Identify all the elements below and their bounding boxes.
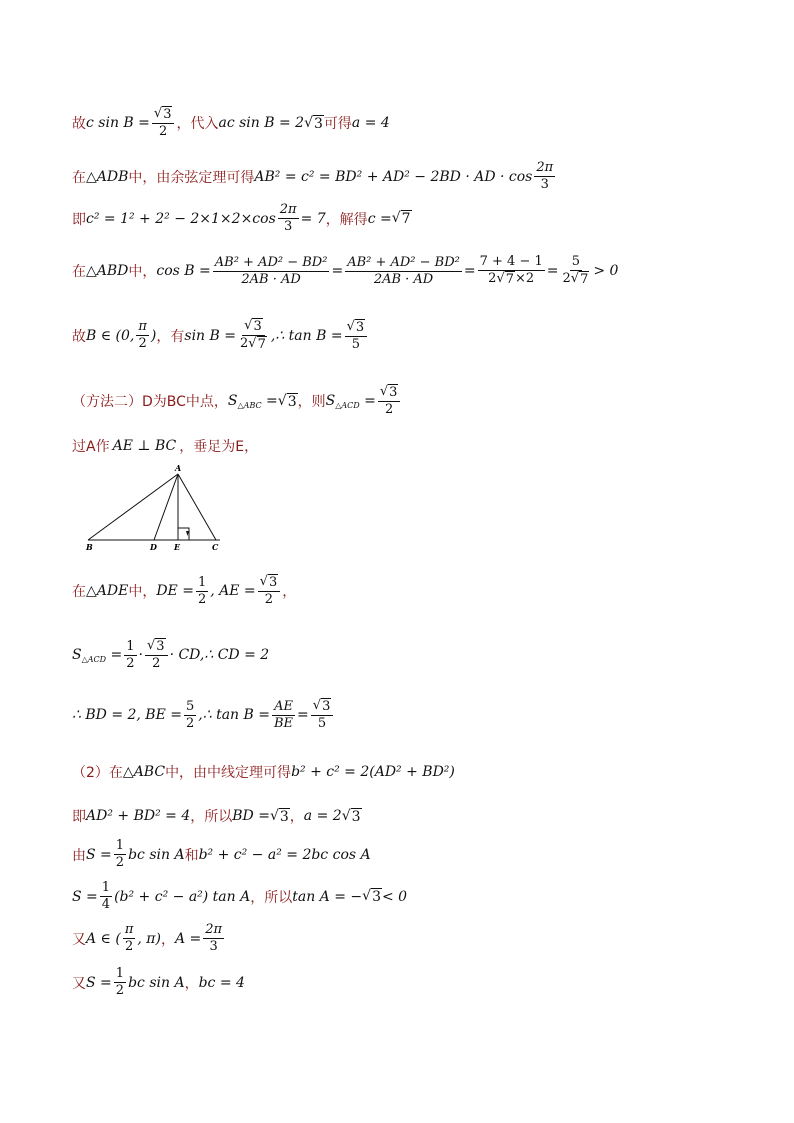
- text: ，: [289, 809, 304, 825]
- text: ，: [160, 931, 175, 948]
- text: 过A作: [72, 439, 110, 455]
- fraction: [278, 202, 299, 236]
- fraction: [152, 106, 175, 141]
- math: tan A = −: [292, 888, 363, 905]
- text: 即: [72, 809, 86, 825]
- fraction: [100, 880, 112, 914]
- text: ，解得: [325, 211, 368, 228]
- math: =: [297, 707, 309, 724]
- math: a = 2: [303, 808, 342, 824]
- line-15: [72, 922, 226, 956]
- radicand: 7: [257, 337, 266, 353]
- eq: =: [359, 392, 376, 409]
- radicand: 7: [401, 211, 411, 228]
- numerator: AE: [272, 699, 295, 716]
- line-6: [72, 384, 402, 419]
- math: S =: [86, 846, 112, 863]
- text: 中，由中线定理可得: [165, 765, 292, 781]
- line-10: [72, 698, 335, 733]
- radical: √: [346, 318, 355, 334]
- denominator: 2: [126, 655, 135, 671]
- fraction: [196, 575, 208, 609]
- denominator: 3: [540, 177, 549, 193]
- segment-ad: [154, 474, 178, 540]
- radical: √: [341, 807, 351, 824]
- text: 在: [72, 264, 86, 281]
- text: 在: [72, 169, 86, 186]
- sqrt: [278, 393, 298, 410]
- denominator: 2: [115, 855, 125, 871]
- math: bc sin A: [128, 974, 185, 991]
- math: AD² + BD² = 4: [86, 808, 191, 824]
- label-b: B: [86, 542, 93, 552]
- radicand: 7: [505, 272, 515, 288]
- math: ∴ tan B =: [275, 327, 343, 344]
- math: b² + c² = 2(AD² + BD²): [291, 764, 455, 780]
- fraction: [345, 319, 368, 354]
- radicand: 3: [253, 319, 262, 334]
- math: (b² + c² − a²) tan A: [114, 888, 251, 905]
- segment-ab: [88, 474, 178, 540]
- text: 又: [72, 931, 86, 948]
- denominator: 5: [317, 716, 327, 732]
- math: c sin B =: [86, 115, 150, 132]
- numerator: 5: [184, 699, 196, 716]
- numerator: 1: [114, 838, 126, 855]
- coef: 2: [562, 271, 571, 287]
- radicand: 3: [322, 699, 331, 714]
- coef: 2: [525, 271, 535, 287]
- denominator: 2: [264, 592, 274, 608]
- line-13: [72, 838, 371, 872]
- fraction: [145, 638, 168, 673]
- radical: √: [244, 318, 253, 333]
- triangle-figure: [84, 462, 224, 554]
- symbol: S: [325, 392, 336, 409]
- fraction: [560, 254, 591, 289]
- numerator: 1: [196, 575, 208, 592]
- denominator: 4: [101, 897, 111, 913]
- line-1: [72, 106, 390, 141]
- numerator: 7 + 4 − 1: [478, 254, 545, 271]
- radicand: 3: [355, 319, 365, 335]
- label-a: A: [175, 463, 182, 473]
- radical: √: [248, 336, 257, 352]
- text: （方法二）D为BC中点，: [72, 394, 228, 411]
- text: 和: [184, 847, 199, 864]
- text: 在: [72, 584, 86, 601]
- denominator: BE: [274, 715, 294, 731]
- symbol: S: [227, 392, 238, 409]
- text: ，垂足为E，: [179, 439, 259, 455]
- math: , π): [137, 930, 161, 947]
- fraction: [124, 639, 136, 673]
- math: > 0: [593, 263, 619, 280]
- math: , AE =: [210, 583, 256, 600]
- math: c² = 1² + 2² − 2×1×2×cos: [86, 210, 276, 227]
- fraction: [378, 384, 401, 419]
- text: ，有: [156, 328, 185, 345]
- math: A ∈ (: [86, 930, 121, 947]
- denominator: 2: [159, 124, 168, 140]
- math: sin B =: [184, 327, 236, 344]
- text: 中，: [128, 264, 157, 281]
- math: △ADE: [86, 583, 129, 600]
- sqrt: [270, 808, 290, 825]
- fraction: [213, 255, 330, 289]
- text: ，所以: [190, 809, 233, 825]
- line-9: $S_{\triangle ACD}$ = $\frac{1}{2}$ · √ 3 2 · CD,∴ CD = 2: [72, 638, 270, 672]
- fraction: [272, 699, 295, 733]
- math: S =: [86, 974, 112, 991]
- fraction: [114, 838, 126, 872]
- math: ac sin B = 2: [218, 115, 305, 132]
- radicand: 3: [389, 385, 398, 400]
- label-e: E: [174, 542, 181, 552]
- line-2: [72, 160, 557, 194]
- fraction: [203, 922, 224, 956]
- math: =: [331, 263, 344, 280]
- text: 中，: [128, 584, 157, 601]
- label-d: D: [150, 542, 157, 552]
- text: ，: [282, 584, 297, 601]
- line-3: [72, 202, 412, 236]
- math: ,∴ tan B =: [198, 707, 270, 724]
- line-5: 故 B ∈ (0, $\frac{\pi}{2}$ ) ，有 sin B = √ 3 2 √ 7 , ∴ tan B = √ 3 5: [72, 318, 369, 354]
- line-4: [72, 254, 618, 289]
- denominator: 3: [209, 939, 218, 955]
- math: ∴ BD = 2, BE =: [72, 707, 182, 724]
- denominator: 2AB · AD: [373, 271, 434, 287]
- math: bc = 4: [198, 974, 245, 991]
- radical: √: [146, 638, 156, 653]
- denominator: [238, 336, 269, 353]
- text: 即: [72, 211, 86, 228]
- fraction: [534, 160, 555, 194]
- line-12: [72, 806, 362, 826]
- denominator: 2: [124, 939, 134, 955]
- math: △ABC: [122, 764, 166, 780]
- subscript: △ACD: [335, 400, 360, 410]
- fraction: [123, 922, 136, 956]
- eq: =: [261, 392, 278, 409]
- radical: √: [312, 698, 322, 713]
- radical: √: [304, 114, 313, 131]
- subscript: △ABC: [237, 400, 262, 410]
- text: 中，由余弦定理可得: [128, 169, 255, 186]
- math: b² + c² − a² = 2bc cos A: [198, 846, 371, 863]
- radical: √: [496, 271, 505, 287]
- sqrt: [362, 888, 382, 905]
- math: a = 4: [351, 115, 390, 132]
- numerator: 5: [570, 254, 582, 271]
- line-8: [72, 574, 296, 609]
- math: △ADB: [86, 168, 129, 185]
- numerator: 2π: [278, 202, 299, 219]
- text: 由: [72, 847, 86, 864]
- symbol: S: [72, 646, 82, 663]
- radicand: 3: [287, 393, 297, 410]
- math: A =: [174, 930, 202, 947]
- radicand: 3: [163, 107, 172, 122]
- numerator: 1: [100, 880, 112, 897]
- radicand: 3: [268, 575, 278, 590]
- radical: √: [362, 888, 372, 905]
- text: ，: [184, 975, 199, 992]
- denominator: 2: [385, 402, 394, 418]
- math: [72, 647, 122, 664]
- text: 又: [72, 975, 86, 992]
- text: 可得: [323, 116, 352, 133]
- segment-ac: [178, 474, 216, 540]
- denominator: [560, 271, 591, 288]
- radical: √: [379, 384, 389, 399]
- fraction: [345, 255, 462, 289]
- math: AE ⊥ BC: [112, 438, 177, 454]
- sqrt: [304, 115, 324, 132]
- numerator: AB² + AD² − BD²: [345, 255, 462, 272]
- text: （2）在: [72, 765, 123, 781]
- math: bc sin A: [128, 846, 185, 863]
- math: AB² = c² = BD² + AD² − 2BD · AD · cos: [254, 168, 533, 185]
- radicand: 3: [372, 889, 381, 906]
- subscript: △ACD: [81, 654, 107, 664]
- text: ，所以: [250, 889, 293, 906]
- math: S =: [72, 888, 98, 905]
- math: cos B =: [156, 263, 211, 280]
- math: [326, 393, 376, 410]
- radicand: 7: [580, 272, 589, 288]
- radical: √: [391, 210, 401, 227]
- fraction: [258, 574, 281, 609]
- denominator: 2: [197, 591, 207, 607]
- radical: √: [153, 106, 163, 121]
- radical: √: [259, 574, 268, 589]
- coef: 2: [240, 336, 249, 352]
- line-14: [72, 880, 407, 914]
- numerator: π: [136, 319, 149, 336]
- math: [228, 393, 278, 410]
- fraction: [478, 254, 545, 289]
- numerator: π: [123, 922, 136, 939]
- math: △ABD: [86, 263, 129, 280]
- text: 故: [72, 116, 86, 133]
- text: ，则: [297, 394, 326, 411]
- fraction: [311, 698, 334, 733]
- math: · CD,∴ CD = 2: [169, 647, 270, 664]
- numerator: 2π: [203, 922, 224, 939]
- line-16: [72, 966, 245, 1000]
- sqrt: [342, 808, 362, 825]
- numerator: 1: [114, 966, 126, 983]
- numerator: AB² + AD² − BD²: [213, 255, 330, 272]
- coef: 2: [488, 271, 497, 287]
- sqrt: [392, 210, 412, 227]
- line-11: [72, 762, 455, 782]
- radicand: 3: [351, 808, 361, 825]
- fraction: [184, 699, 196, 733]
- denominator: 2AB · AD: [241, 271, 301, 287]
- math: c =: [367, 210, 392, 227]
- denominator: 5: [351, 336, 360, 352]
- denominator: 3: [284, 219, 293, 235]
- numerator: 2π: [534, 160, 555, 177]
- radicand: 3: [156, 639, 165, 654]
- text: ，代入: [176, 116, 219, 133]
- math: B ∈ (0,: [86, 327, 135, 344]
- denominator: 2: [138, 336, 147, 352]
- denominator: 2: [152, 656, 161, 672]
- denominator: 2: [186, 715, 195, 731]
- math: DE =: [156, 583, 194, 600]
- math: =: [463, 263, 476, 280]
- eq: =: [106, 646, 123, 663]
- label-c: C: [212, 542, 219, 552]
- denominator: 2 √ 7 ×2: [488, 271, 535, 288]
- math: =: [546, 263, 559, 280]
- radicand: 3: [313, 115, 323, 132]
- fraction: [136, 319, 149, 353]
- math: = 7: [300, 210, 326, 227]
- fraction: [238, 318, 269, 354]
- denominator: 2: [115, 983, 125, 999]
- radicand: 3: [279, 808, 289, 825]
- text: 故: [72, 328, 86, 345]
- line-7: [72, 436, 258, 456]
- numerator: 1: [124, 639, 136, 656]
- radical: √: [277, 392, 287, 409]
- radical: √: [269, 807, 279, 824]
- fraction: [114, 966, 126, 1000]
- math: < 0: [382, 888, 408, 905]
- radical: √: [570, 271, 580, 287]
- math: BD =: [232, 808, 270, 824]
